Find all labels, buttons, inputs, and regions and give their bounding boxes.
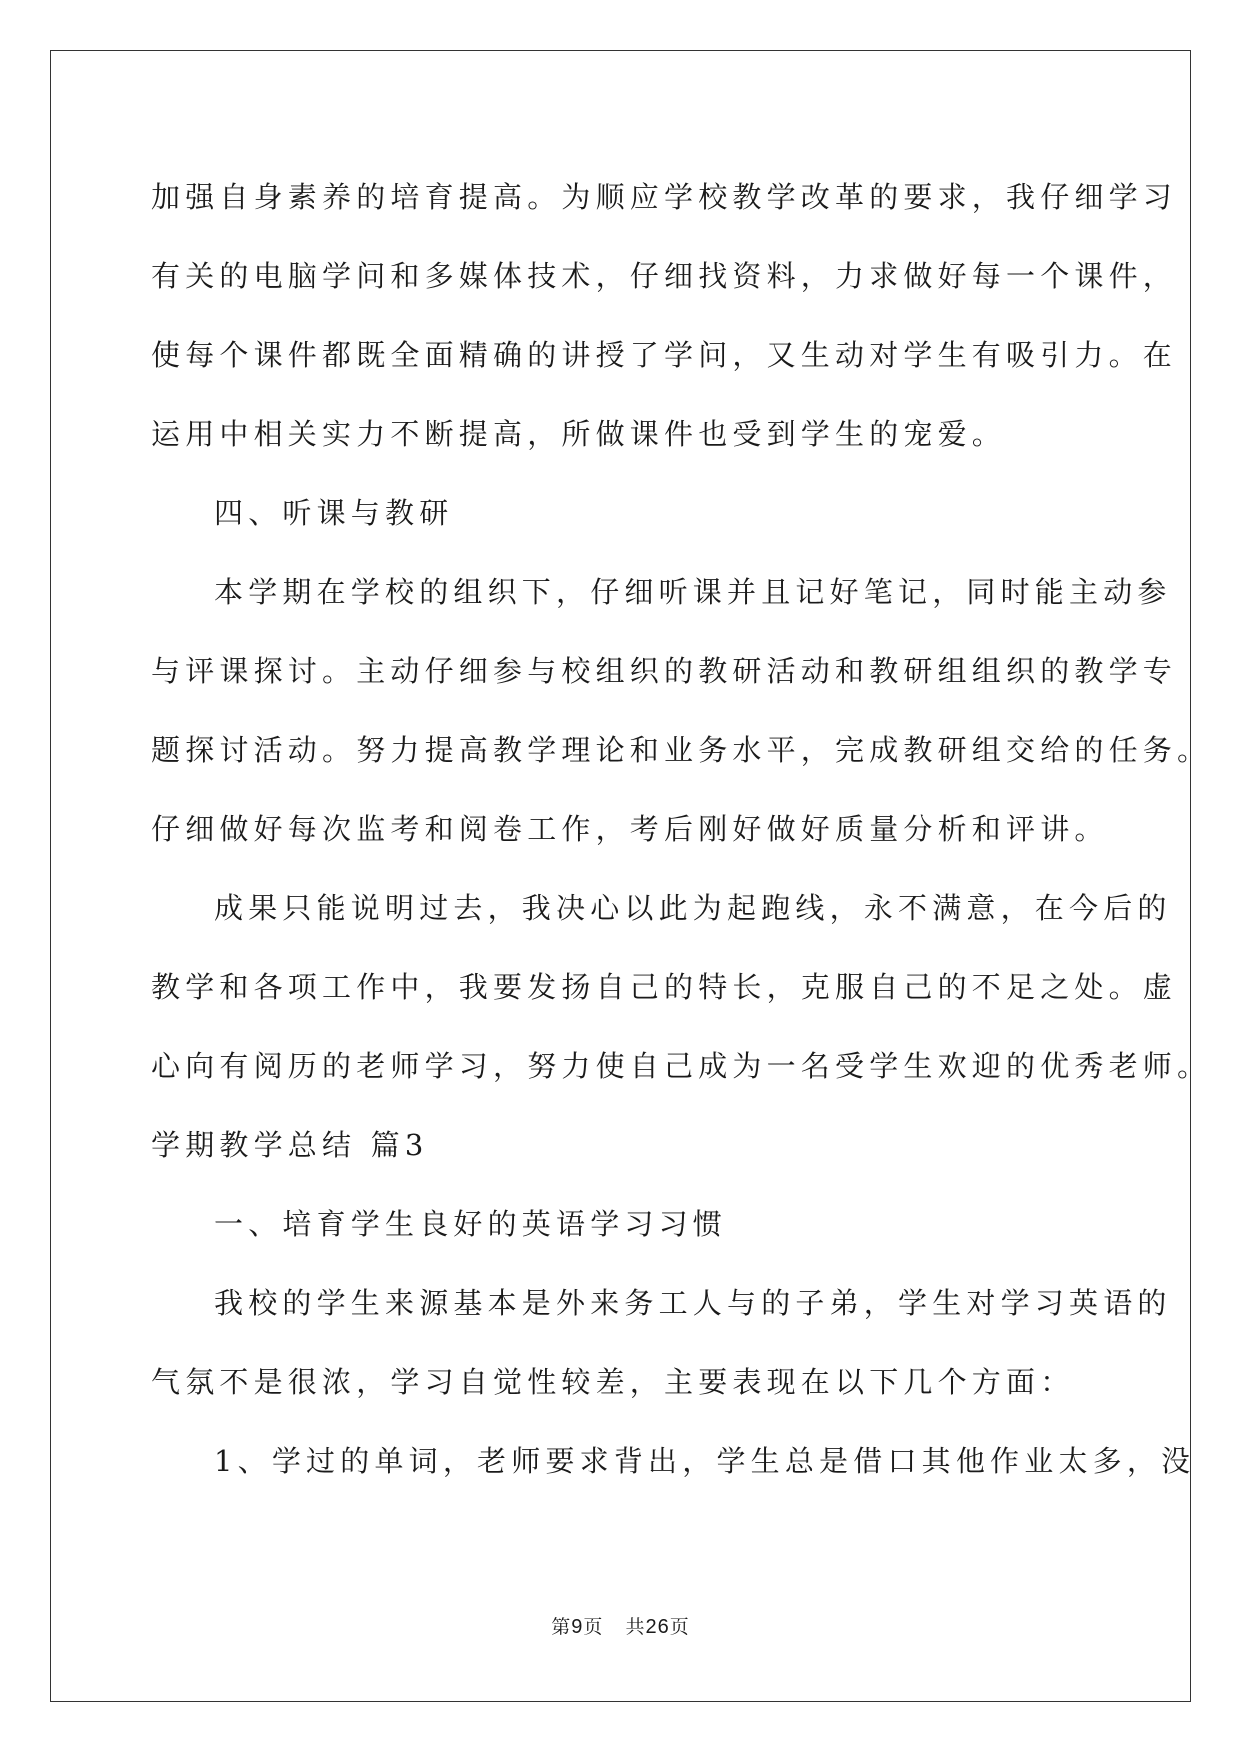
section-heading: 四、听课与教研 (214, 496, 454, 530)
text-line: 气氛不是很浓，学习自觉性较差，主要表现在以下几个方面： (151, 1365, 1075, 1399)
total-suffix: 页 (669, 1616, 690, 1638)
text-line: 运用中相关实力不断提高，所做课件也受到学生的宠爱。 (151, 417, 1007, 451)
section-heading: 一、培育学生良好的英语学习习惯 (214, 1207, 728, 1241)
text-line: 有关的电脑学问和多媒体技术，仔细找资料，力求做好每一个课件， (151, 259, 1178, 293)
total-pages: 26 (645, 1616, 670, 1638)
total-prefix: 共 (625, 1616, 646, 1638)
text-line: 加强自身素养的培育提高。为顺应学校教学改革的要求，我仔细学习 (151, 180, 1178, 214)
text-line: 教学和各项工作中，我要发扬自己的特长，克服自己的不足之处。虚 (151, 970, 1178, 1004)
article-title: 学期教学总结 篇3 (151, 1128, 429, 1162)
text-line: 我校的学生来源基本是外来务工人与的子弟，学生对学习英语的 (214, 1286, 1172, 1320)
text-line: 与评课探讨。主动仔细参与校组织的教研活动和教研组组织的教学专 (151, 654, 1178, 688)
text-line: 题探讨活动。努力提高教学理论和业务水平，完成教研组交给的任务。 (151, 733, 1212, 767)
document-body (151, 158, 1212, 1501)
text-line: 心向有阅历的老师学习，努力使自己成为一名受学生欢迎的优秀老师。 (151, 1049, 1212, 1083)
text-line: 1、学过的单词，老师要求背出，学生总是借口其他作业太多，没 (214, 1444, 1196, 1478)
page-prefix: 第 (551, 1616, 572, 1638)
text-line: 成果只能说明过去，我决心以此为起跑线，永不满意，在今后的 (214, 891, 1172, 925)
page-footer (0, 1612, 1241, 1639)
text-line: 本学期在学校的组织下，仔细听课并且记好笔记，同时能主动参 (214, 575, 1172, 609)
page-suffix: 页 (583, 1616, 604, 1638)
text-line: 仔细做好每次监考和阅卷工作，考后刚好做好质量分析和评讲。 (151, 812, 1109, 846)
page-number: 9 (571, 1616, 584, 1638)
text-line: 使每个课件都既全面精确的讲授了学问，又生动对学生有吸引力。在 (151, 338, 1178, 372)
